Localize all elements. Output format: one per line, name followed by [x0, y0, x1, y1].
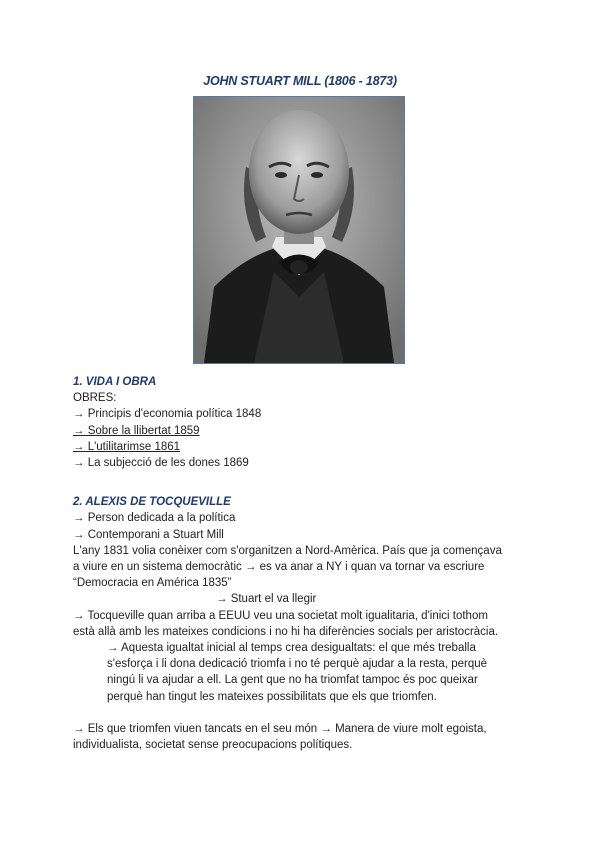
text-line: “Democracia en América 1835” [73, 577, 232, 590]
text-line: està allà amb les mateixes condicions i no hi ha diferències socials per aristocràcia. [73, 625, 499, 638]
portrait-illustration [194, 97, 404, 363]
section-heading-tocqueville: 2. ALEXIS DE TOCQUEVILLE [73, 496, 231, 509]
text-line: → Contemporani a Stuart Mill [73, 528, 224, 541]
list-item-link[interactable]: → Sobre la llibertat 1859 [73, 424, 200, 437]
list-item-link[interactable]: → L'utilitarimse 1861 [73, 440, 181, 453]
obres-label: OBRES: [73, 392, 117, 405]
text-line: → Person dedicada a la política [73, 512, 236, 525]
spacer [73, 471, 543, 494]
text-line: → Els que triomfen viuen tancats en el seu món → Manera de viure molt egoista, [73, 722, 487, 735]
portrait-image [193, 96, 405, 364]
text-line: → Tocqueville quan arriba a EEUU veu una societat molt igualitaria, d'inici tothom [73, 609, 488, 622]
text-line: → Stuart el va llegir [216, 593, 317, 606]
text-line: ningú li va ajudar a ell. La gent que no ha triomfat tampoc és poc queixar [107, 674, 478, 687]
text-line: a viure en un sistema democràtic → es va anar a NY i quan va tornar va escriure [73, 561, 485, 574]
text-line: individualista, societat sense preocupacions polítiques. [73, 739, 353, 752]
list-item: → La subjecció de les dones 1869 [73, 457, 249, 470]
section-heading-vida-i-obra: 1. VIDA I OBRA [73, 376, 157, 388]
text-line: L'any 1831 volia conèixer com s'organitzen a Nord-Amèrica. País que ja començava [73, 544, 502, 557]
spacer [73, 705, 543, 721]
text-line: s'esforça i li dona dedicació triomfa i no té perquè ajudar a la resta, perquè [107, 658, 487, 671]
text-line: perquè han tingut les mateixes possibilitats que els que triomfen. [107, 690, 437, 703]
document-body [73, 374, 543, 753]
text-line: → Aquesta igualtat inicial al temps crea desigualtats: el que més treballa [107, 642, 476, 655]
list-item: → Principis d'economia política 1848 [73, 408, 262, 421]
page-title: JOHN STUART MILL (1806 - 1873) [203, 74, 397, 88]
